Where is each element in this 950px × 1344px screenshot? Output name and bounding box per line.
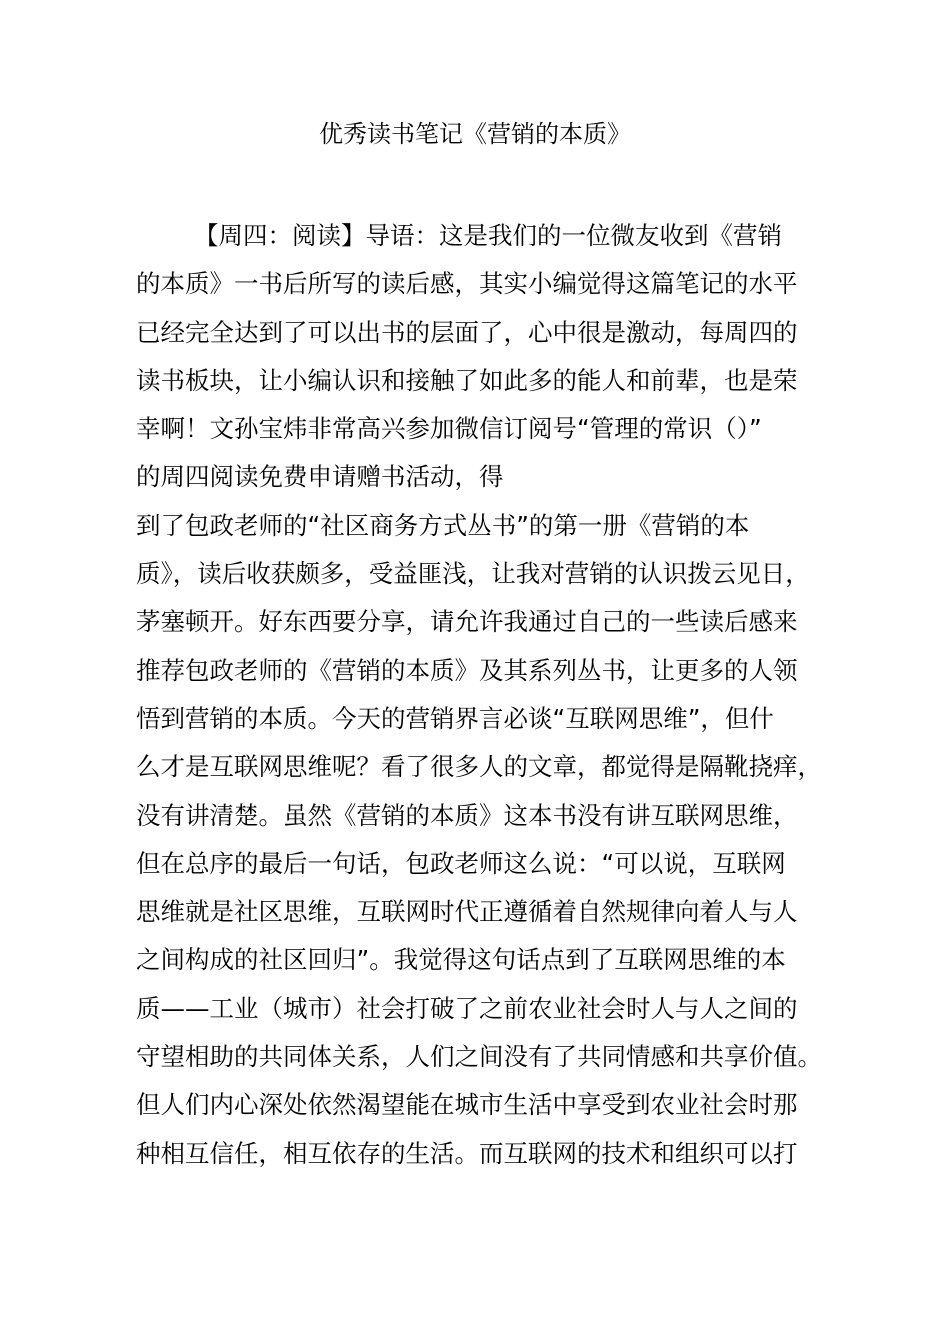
paragraph-line: 种相互信任，相互依存的生活。而互联网的技术和组织可以打 xyxy=(136,1138,798,1168)
paragraph-line: 守望相助的共同体关系，人们之间没有了共同情感和共享价值。 xyxy=(136,1042,822,1072)
paragraph-line: 质》，读后收获颇多，受益匪浅，让我对营销的认识拨云见日， xyxy=(136,559,810,589)
paragraph-line: 的周四阅读免费申请赠书活动，得 xyxy=(136,462,504,492)
document-body xyxy=(136,212,836,1178)
paragraph-line: 之间构成的社区回归”。我觉得这句话点到了互联网思维的本 xyxy=(136,945,786,975)
paragraph-line: 【周四：阅读】导语：这是我们的一位微友收到《营销 xyxy=(194,221,782,250)
paragraph-line: 但在总序的最后一句话，包政老师这么说：“可以说，互联网 xyxy=(136,848,786,878)
paragraph-line: 茅塞顿开。好东西要分享，请允许我通过自己的一些读后感来 xyxy=(136,607,798,637)
document-title: 优秀读书笔记《营销的本质》 xyxy=(319,120,631,148)
paragraph-line: 么才是互联网思维呢？看了很多人的文章，都觉得是隔靴挠痒， xyxy=(136,752,822,782)
paragraph-line: 没有讲清楚。虽然《营销的本质》这本书没有讲互联网思维， xyxy=(136,800,798,830)
paragraph-line: 思维就是社区思维，互联网时代正遵循着自然规律向着人与人 xyxy=(136,897,798,927)
paragraph-line: 的本质》一书后所写的读后感，其实小编觉得这篇笔记的水平 xyxy=(136,269,798,299)
paragraph-line: 幸啊！文孙宝炜非常高兴参加微信订阅号“管理的常识（）” xyxy=(136,414,762,444)
paragraph-line: 推荐包政老师的《营销的本质》及其系列丛书，让更多的人领 xyxy=(136,655,798,685)
paragraph-line: 悟到营销的本质。今天的营销界言必谈“互联网思维”，但什 xyxy=(136,703,774,733)
paragraph-line: 质——工业（城市）社会打破了之前农业社会时人与人之间的 xyxy=(136,993,798,1023)
paragraph-line: 到了包政老师的“社区商务方式丛书”的第一册《营销的本 xyxy=(136,510,750,540)
paragraph-line: 但人们内心深处依然渴望能在城市生活中享受到农业社会时那 xyxy=(136,1090,798,1120)
paragraph-line: 读书板块，让小编认识和接触了如此多的能人和前辈，也是荣 xyxy=(136,365,798,395)
paragraph-line: 已经完全达到了可以出书的层面了，心中很是激动，每周四的 xyxy=(136,317,798,347)
